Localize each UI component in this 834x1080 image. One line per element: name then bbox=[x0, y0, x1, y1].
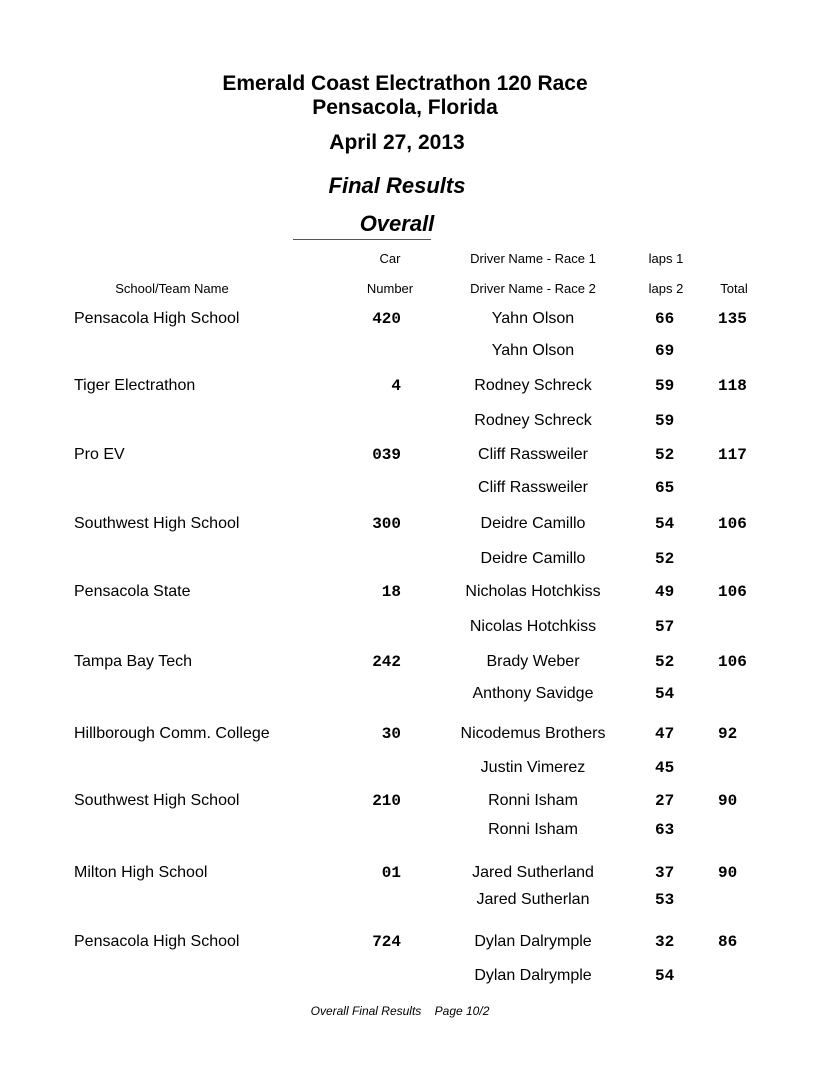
school-name: Pensacola State bbox=[74, 583, 191, 600]
school-name: Tiger Electrathon bbox=[74, 377, 196, 394]
laps-race1: 59 bbox=[655, 377, 675, 395]
laps-race1: 32 bbox=[655, 933, 675, 951]
column-header-driver-race2: Driver Name - Race 2 bbox=[470, 281, 596, 296]
laps-race2: 45 bbox=[655, 759, 675, 777]
driver-race1: Jared Sutherland bbox=[472, 864, 594, 881]
driver-race2: Anthony Savidge bbox=[472, 685, 594, 702]
total-laps: 106 bbox=[718, 653, 747, 671]
driver-race2: Yahn Olson bbox=[491, 342, 575, 359]
race-date: April 27, 2013 bbox=[329, 131, 465, 154]
driver-race2: Ronni Isham bbox=[488, 821, 578, 838]
laps-race2: 65 bbox=[655, 479, 675, 497]
laps-race2: 54 bbox=[655, 967, 675, 985]
column-header-car: Car bbox=[379, 251, 401, 266]
car-number: 420 bbox=[372, 310, 401, 328]
total-laps: 90 bbox=[718, 792, 738, 810]
laps-race1: 47 bbox=[655, 725, 675, 743]
column-header-driver-race1: Driver Name - Race 1 bbox=[470, 251, 596, 266]
laps-race1: 52 bbox=[655, 446, 675, 464]
car-number: 210 bbox=[372, 792, 401, 810]
total-laps: 92 bbox=[718, 725, 738, 743]
car-number: 30 bbox=[381, 725, 401, 743]
section-underline bbox=[293, 239, 431, 240]
car-number: 300 bbox=[372, 515, 401, 533]
laps-race1: 37 bbox=[655, 864, 675, 882]
driver-race1: Dylan Dalrymple bbox=[474, 933, 592, 950]
driver-race1: Rodney Schreck bbox=[474, 377, 592, 394]
driver-race1: Deidre Camillo bbox=[480, 515, 586, 532]
total-laps: 117 bbox=[718, 446, 747, 464]
car-number: 4 bbox=[391, 377, 401, 395]
total-laps: 118 bbox=[718, 377, 747, 395]
column-header-number: Number bbox=[366, 281, 414, 296]
driver-race2: Dylan Dalrymple bbox=[474, 967, 592, 984]
driver-race2: Jared Sutherlan bbox=[476, 891, 590, 908]
school-name: Pensacola High School bbox=[74, 310, 240, 327]
school-name: Hillborough Comm. College bbox=[74, 725, 270, 742]
laps-race2: 59 bbox=[655, 412, 675, 430]
total-laps: 135 bbox=[718, 310, 747, 328]
school-name: Pensacola High School bbox=[74, 933, 240, 950]
laps-race2: 57 bbox=[655, 618, 675, 636]
total-laps: 106 bbox=[718, 515, 747, 533]
column-header-school: School/Team Name bbox=[115, 281, 229, 296]
race-location: Pensacola, Florida bbox=[312, 96, 498, 119]
total-laps: 90 bbox=[718, 864, 738, 882]
driver-race2: Nicolas Hotchkiss bbox=[469, 618, 597, 635]
laps-race1: 49 bbox=[655, 583, 675, 601]
driver-race1: Ronni Isham bbox=[488, 792, 578, 809]
laps-race2: 69 bbox=[655, 342, 675, 360]
column-header-laps1: laps 1 bbox=[648, 251, 684, 266]
laps-race2: 54 bbox=[655, 685, 675, 703]
section-heading: Overall bbox=[359, 211, 435, 236]
driver-race1: Nicholas Hotchkiss bbox=[465, 583, 601, 600]
page-footer: Overall Final Results Page 10/2 bbox=[310, 1004, 490, 1018]
school-name: Southwest High School bbox=[74, 792, 240, 809]
driver-race2: Rodney Schreck bbox=[474, 412, 592, 429]
school-name: Southwest High School bbox=[74, 515, 240, 532]
laps-race2: 53 bbox=[655, 891, 675, 909]
driver-race1: Nicodemus Brothers bbox=[460, 725, 606, 742]
car-number: 242 bbox=[372, 653, 401, 671]
car-number: 039 bbox=[372, 446, 401, 464]
driver-race1: Cliff Rassweiler bbox=[478, 446, 588, 463]
race-title: Emerald Coast Electrathon 120 Race bbox=[222, 72, 588, 95]
school-name: Milton High School bbox=[74, 864, 208, 881]
school-name: Tampa Bay Tech bbox=[74, 653, 192, 670]
car-number: 724 bbox=[372, 933, 401, 951]
laps-race2: 63 bbox=[655, 821, 675, 839]
column-header-laps2: laps 2 bbox=[648, 281, 684, 296]
laps-race2: 52 bbox=[655, 550, 675, 568]
driver-race2: Justin Vimerez bbox=[480, 759, 586, 776]
car-number: 18 bbox=[381, 583, 401, 601]
laps-race1: 54 bbox=[655, 515, 675, 533]
driver-race2: Cliff Rassweiler bbox=[478, 479, 588, 496]
total-laps: 86 bbox=[718, 933, 738, 951]
driver-race1: Brady Weber bbox=[486, 653, 580, 670]
column-header-total: Total bbox=[720, 281, 748, 296]
total-laps: 106 bbox=[718, 583, 747, 601]
laps-race1: 52 bbox=[655, 653, 675, 671]
car-number: 01 bbox=[381, 864, 401, 882]
laps-race1: 27 bbox=[655, 792, 675, 810]
driver-race2: Deidre Camillo bbox=[480, 550, 586, 567]
school-name: Pro EV bbox=[74, 446, 125, 463]
driver-race1: Yahn Olson bbox=[491, 310, 575, 327]
results-subtitle: Final Results bbox=[328, 173, 466, 198]
laps-race1: 66 bbox=[655, 310, 675, 328]
